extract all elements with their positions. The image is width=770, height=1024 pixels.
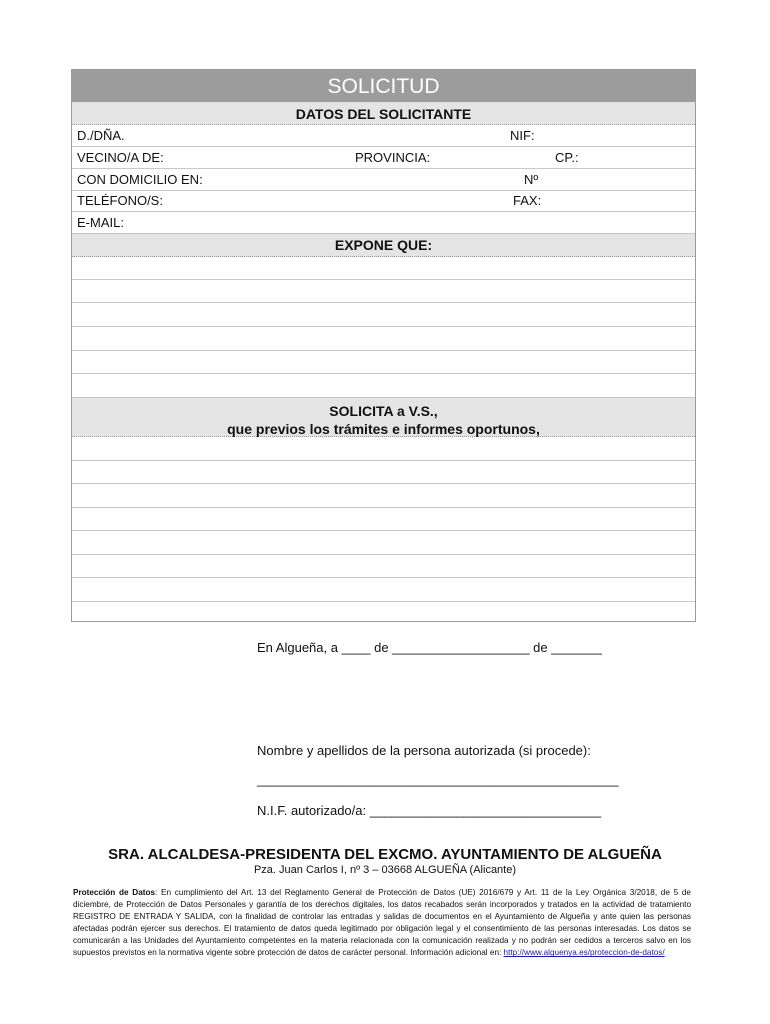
nif-authorized-line: N.I.F. autorizado/a: ________________________________ xyxy=(257,803,602,818)
solicita-line xyxy=(72,460,695,461)
domicilio-label: CON DOMICILIO EN: xyxy=(77,172,203,187)
solicitud-form xyxy=(71,69,696,622)
expone-header: EXPONE QUE: xyxy=(72,233,695,257)
solicita-line xyxy=(72,554,695,555)
divider xyxy=(72,168,695,169)
provincia-label: PROVINCIA: xyxy=(355,150,431,165)
divider xyxy=(72,146,695,147)
expone-line xyxy=(72,302,695,303)
expone-line xyxy=(72,326,695,327)
telefono-label: TELÉFONO/S: xyxy=(77,193,163,208)
divider xyxy=(72,190,695,191)
solicita-header-line2: que previos los trámites e informes oportunos, xyxy=(227,421,540,437)
cp-label: CP.: xyxy=(555,150,579,165)
privacy-title: Protección de Datos xyxy=(73,888,156,897)
form-title: SOLICITUD xyxy=(72,70,695,102)
datos-solicitante-header: DATOS DEL SOLICITANTE xyxy=(72,102,695,125)
nif-label: NIF: xyxy=(510,128,535,143)
privacy-notice xyxy=(73,887,691,960)
recipient-address: Pza. Juan Carlos I, nº 3 – 03668 ALGUEÑA (Alicante) xyxy=(253,864,517,876)
privacy-link[interactable]: http://www.alguenya.es/proteccion-de-datos/ xyxy=(503,948,665,958)
privacy-text: : En cumplimiento del Art. 13 del Reglamento General de Protección de Datos (UE) 2016/679 y Art. 11 de la Ley Orgánica 3/2018, de 5 de diciembre, de Protección de Datos Personales y garantía de los derechos digitales, los datos recabados serán incorporados y tratados en la actividad de tratamiento REGISTRO DE ENTRADA Y SALIDA, con la finalidad de controlar las entradas y salidas de documentos en el Ayuntamiento de Algueña y ante quien las personas afectadas podrán ejercer sus derechos. El tratamiento de datos queda legitimado por obligación legal y el consentimiento de las personas interesadas. Los datos se comunicarán a las Unidades del Ayuntamiento competentes en la materia relacionada con la comunicación realizada y no podrán ser cedidos a terceros salvo en los supuestos previstos en la normativa vigente sobre protección de datos de carácter personal. Información adicional en: xyxy=(73,888,691,958)
date-line: En Algueña, a ____ de ___________________ de _______ xyxy=(257,640,602,655)
email-label: E-MAIL: xyxy=(77,215,124,230)
recipient-title: SRA. ALCALDESA-PRESIDENTA DEL EXCMO. AYUNTAMIENTO DE ALGUEÑA xyxy=(108,846,662,863)
numero-label: Nº xyxy=(524,172,539,187)
fax-label: FAX: xyxy=(513,193,542,208)
solicita-line xyxy=(72,507,695,508)
expone-line xyxy=(72,350,695,351)
solicita-line xyxy=(72,530,695,531)
expone-line xyxy=(72,373,695,374)
solicita-line xyxy=(72,601,695,602)
authorized-person-label: Nombre y apellidos de la persona autorizada (si procede): xyxy=(257,743,591,758)
vecino-label: VECINO/A DE: xyxy=(77,150,164,165)
divider xyxy=(72,211,695,212)
dona-label: D./DÑA. xyxy=(77,128,125,143)
solicita-line xyxy=(72,577,695,578)
authorized-person-blank: __________________________________________________ xyxy=(257,772,619,787)
solicita-header-line1: SOLICITA a V.S., xyxy=(329,403,438,419)
solicita-line xyxy=(72,483,695,484)
expone-line xyxy=(72,279,695,280)
solicita-header xyxy=(72,397,695,437)
